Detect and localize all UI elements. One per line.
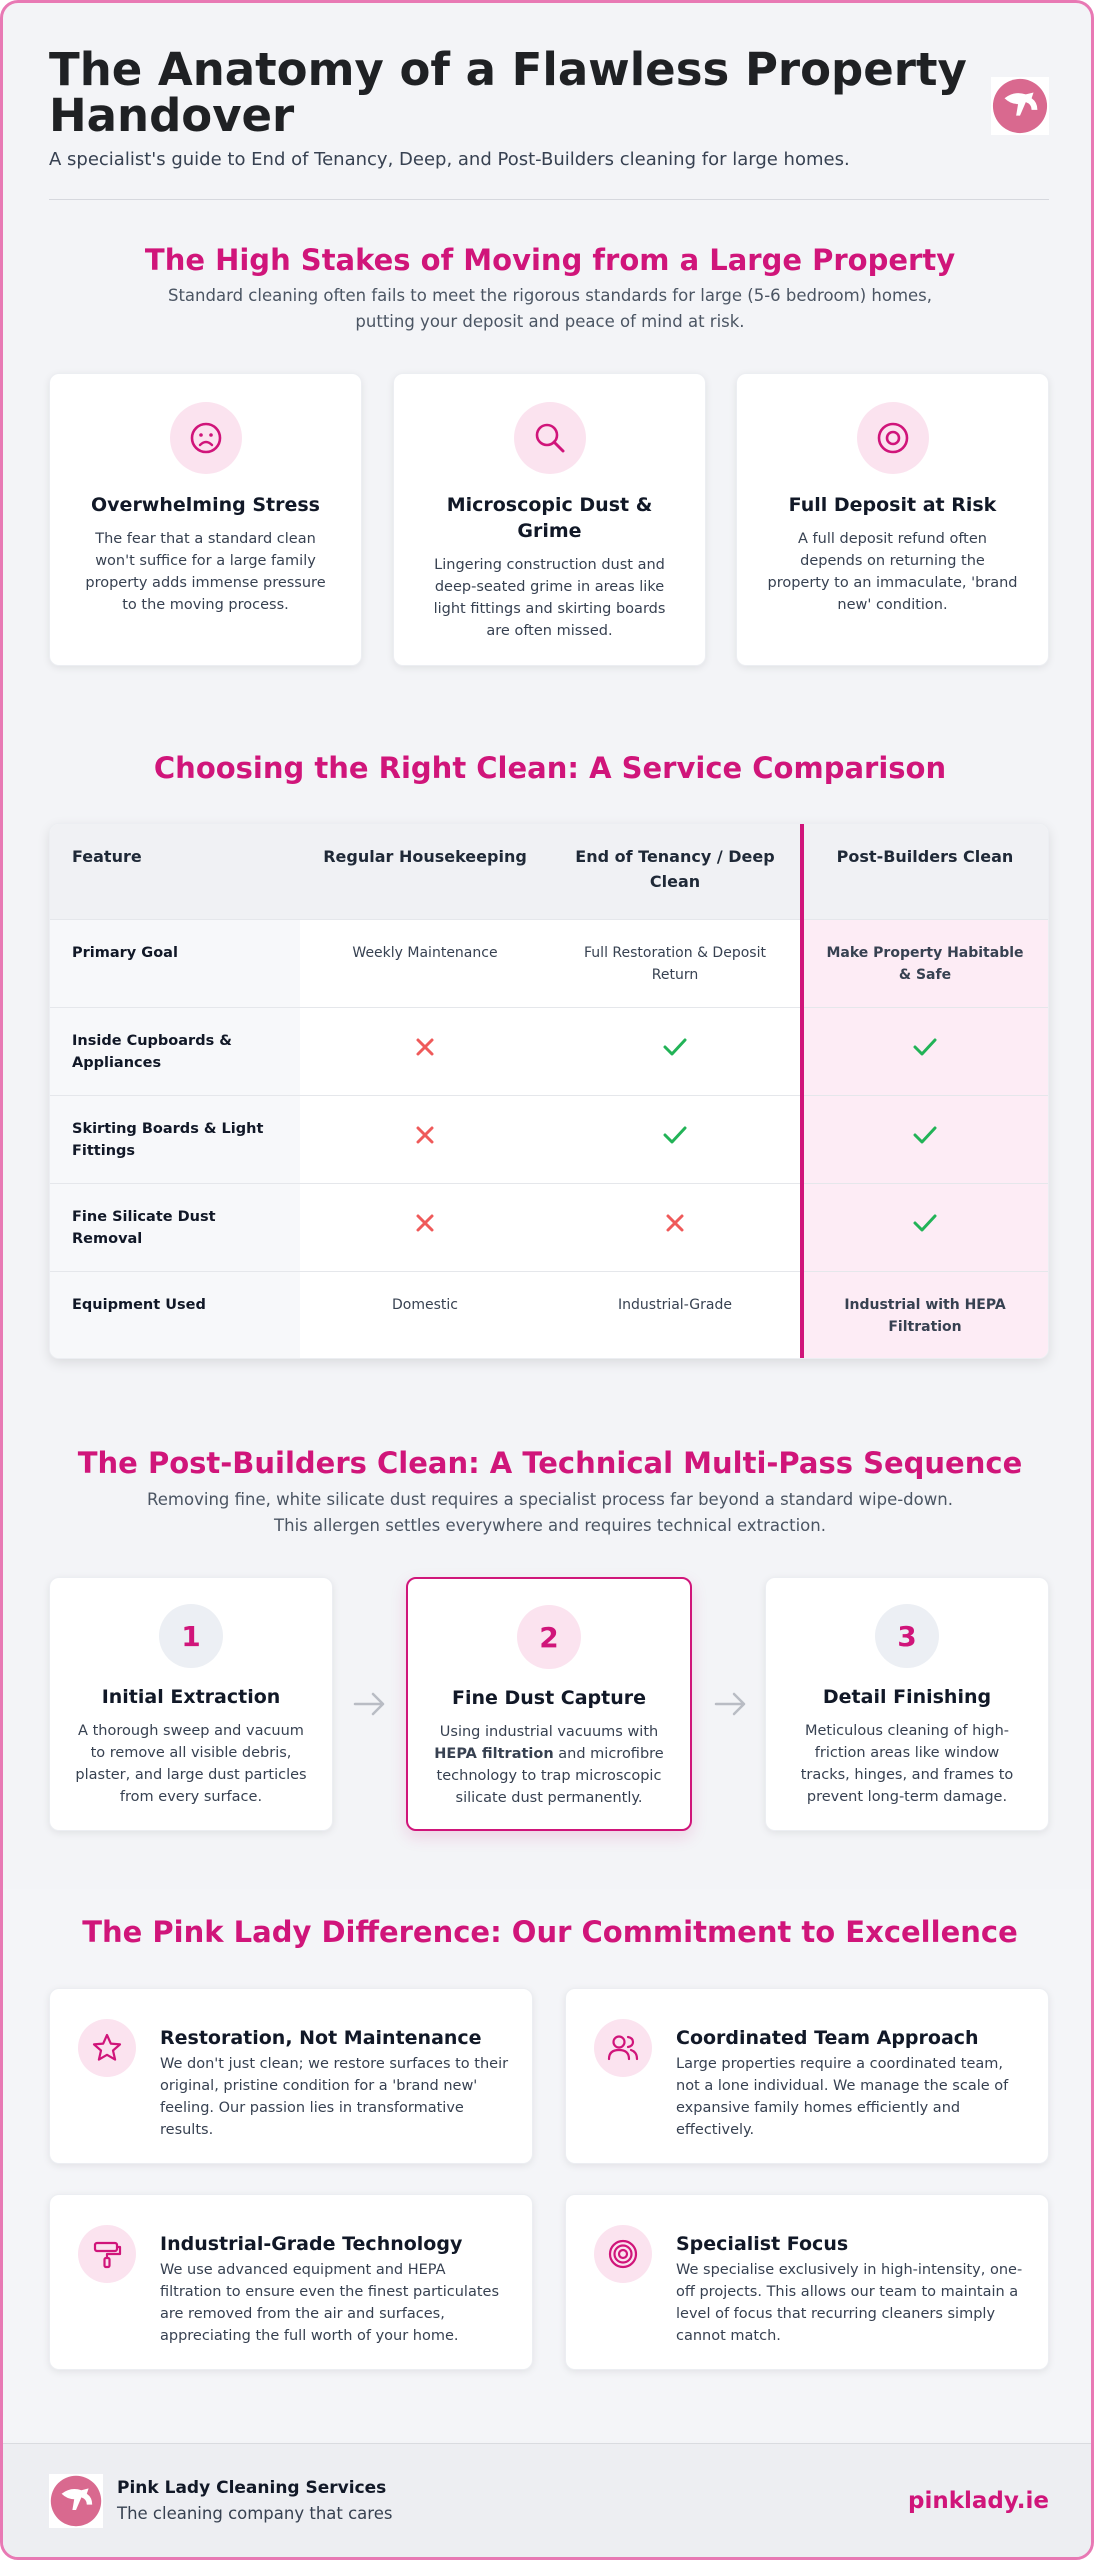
difference-card-text: We use advanced equipment and HEPA filtration to ensure even the finest particulates are removed from the air and surfaces, appreciating the full worth of your home. [160,2262,499,2344]
sad-face-icon [170,402,242,474]
difference-card-team [565,1988,1049,2164]
check-icon [800,1096,1049,1183]
stakes-card-dust [393,373,706,666]
arrow-right-icon [352,1689,388,1719]
table-row [50,919,1049,1007]
page-title: The Anatomy of a Flawless Property Handover [49,43,967,142]
check-icon [800,1008,1049,1095]
step-card-2 [406,1577,692,1831]
table-row [50,1271,1049,1359]
step-text [408,1721,690,1809]
step-card-1 [49,1577,333,1831]
row-feature: Skirting Boards & Light Fittings [50,1096,300,1183]
table-header-row [50,824,1049,919]
card-text: Lingering construction dust and deep-seated grime in areas like light fittings and skirting boards are often missed. [433,557,666,639]
step-text-bold: HEPA filtration [434,1746,554,1762]
focus-target-icon [594,2225,652,2283]
table-row [50,1007,1049,1095]
team-icon [594,2019,652,2077]
step-title: Detail Finishing [822,1686,992,1708]
sequence-desc-line-2: This allergen settles everywhere and requires technical extraction. [274,1516,826,1535]
check-icon [800,1184,1049,1271]
difference-card-text: We don't just clean; we restore surfaces to their original, pristine condition for a 'brand new' feeling. Our passion lies in transformative results. [160,2056,509,2138]
difference-card-title: Coordinated Team Approach [676,2027,979,2049]
stakes-description [3,283,1094,335]
step-number: 3 [875,1604,939,1668]
header-regular: Regular Housekeeping [300,824,550,919]
difference-card-title: Specialist Focus [676,2233,849,2255]
header-deep: End of Tenancy / Deep Clean [550,824,800,919]
row-regular-value: Weekly Maintenance [352,945,498,961]
cross-icon [300,1184,550,1271]
step-text-pre: Using industrial vacuums with [439,1724,659,1740]
card-title: Full Deposit at Risk [788,494,997,516]
difference-card-restoration [49,1988,533,2164]
difference-card-title: Restoration, Not Maintenance [160,2027,482,2049]
cross-icon [550,1184,800,1271]
difference-card-text: We specialise exclusively in high-intensity, one-off projects. This allows our team to maintain a level of focus that recurring cleaners simply cannot match. [676,2262,1023,2344]
company-tagline: The cleaning company that cares [117,2504,393,2523]
table-row [50,1095,1049,1183]
step-number: 2 [517,1605,581,1669]
sequence-description [3,1487,1094,1539]
stakes-title: The High Stakes of Moving from a Large Property [144,243,956,277]
card-text: A full deposit refund often depends on returning the property to an immaculate, 'brand new' condition. [767,531,1018,613]
row-deep-value: Full Restoration & Deposit Return [584,945,766,983]
step-text-post: and microfibre technology to trap microscopic silicate dust permanently. [436,1746,664,1806]
header-divider [49,199,1049,200]
step-text: A thorough sweep and vacuum to remove all visible debris, plaster, and large dust particles from every surface. [75,1723,307,1805]
paint-roller-icon [78,2225,136,2283]
row-post-value: Industrial with HEPA Filtration [800,1272,1049,1359]
difference-title: The Pink Lady Difference: Our Commitment to Excellence [82,1915,1018,1949]
stakes-card-stress [49,373,362,666]
pink-lady-logo [49,2474,103,2528]
comparison-table [49,823,1049,1359]
card-title: Microscopic Dust & Grime [446,494,653,542]
sequence-title: The Post-Builders Clean: A Technical Multi-Pass Sequence [77,1446,1023,1480]
header-feature: Feature [50,824,300,919]
step-title: Initial Extraction [101,1686,281,1708]
difference-card-focus [565,2194,1049,2370]
row-deep-value: Industrial-Grade [618,1297,732,1313]
star-icon [78,2019,136,2077]
arrow-right-icon [713,1689,749,1719]
check-icon [550,1008,800,1095]
row-feature: Primary Goal [50,920,300,1007]
website-link[interactable]: pinklady.ie [908,2488,1049,2514]
check-icon [550,1096,800,1183]
header [49,43,1049,170]
difference-card-text: Large properties require a coordinated team, not a lone individual. We manage the scale of expansive family homes efficiently and effectively. [676,2056,1009,2138]
cross-icon [300,1096,550,1183]
step-title: Fine Dust Capture [451,1687,647,1709]
row-post-value: Make Property Habitable & Safe [800,920,1049,1007]
difference-card-title: Industrial-Grade Technology [160,2233,463,2255]
stakes-desc-line-1: Standard cleaning often fails to meet the rigorous standards for large (5-6 bedroom) homes, [167,286,933,305]
highlight-divider [800,824,804,1359]
row-feature: Inside Cupboards & Appliances [50,1008,300,1095]
company-name: Pink Lady Cleaning Services [117,2478,387,2498]
comparison-title: Choosing the Right Clean: A Service Comparison [153,751,947,785]
row-regular-value: Domestic [392,1297,458,1313]
step-number: 1 [159,1604,223,1668]
cross-icon [300,1008,550,1095]
footer [3,2443,1094,2560]
card-title: Overwhelming Stress [91,494,320,516]
difference-card-technology [49,2194,533,2370]
row-feature: Fine Silicate Dust Removal [50,1184,300,1271]
target-icon [857,402,929,474]
sequence-desc-line-1: Removing fine, white silicate dust requires a specialist process far beyond a standard wipe-down. [147,1490,953,1509]
magnifier-icon [514,402,586,474]
row-feature: Equipment Used [50,1272,300,1359]
pink-lady-logo [991,77,1049,135]
step-text: Meticulous cleaning of high-friction areas like window tracks, hinges, and frames to prevent long-term damage. [800,1723,1014,1805]
header-post-builders: Post-Builders Clean [800,824,1049,919]
page-subtitle: A specialist's guide to End of Tenancy, Deep, and Post-Builders cleaning for large homes. [49,149,850,170]
table-row [50,1183,1049,1271]
stakes-card-deposit [736,373,1049,666]
card-text: The fear that a standard clean won't suffice for a large family property adds immense pressure to the moving process. [85,531,326,613]
step-card-3 [765,1577,1049,1831]
stakes-desc-line-2: putting your deposit and peace of mind at risk. [355,312,745,331]
